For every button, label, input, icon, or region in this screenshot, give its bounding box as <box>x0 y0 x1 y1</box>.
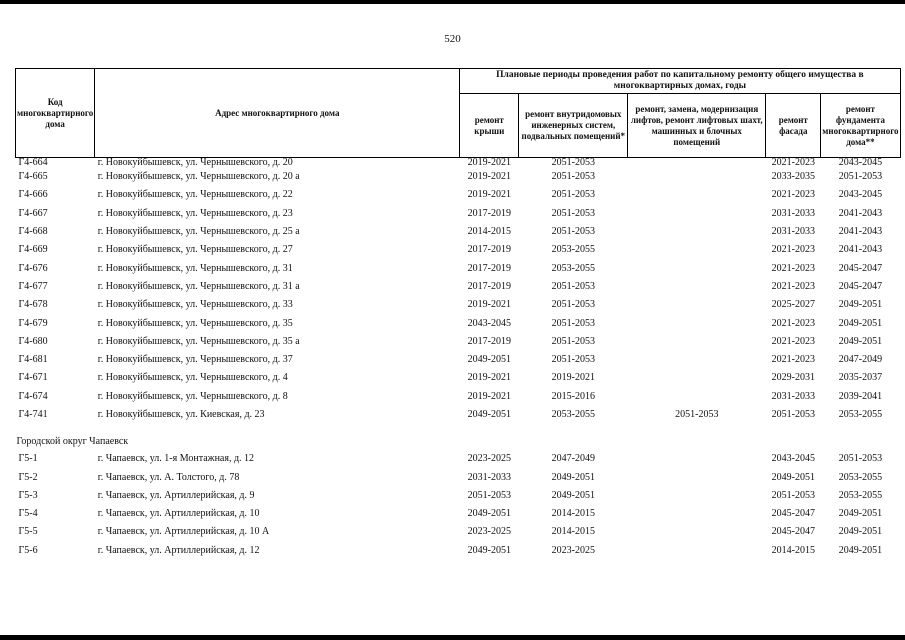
row-facade: 2045-2047 <box>771 526 815 538</box>
row-lifts <box>628 369 766 387</box>
rows-novokuibyshevsk <box>16 158 901 425</box>
row-systems: 2051-2053 <box>551 354 595 366</box>
row-address: г. Новокуйбышевск, ул. Чернышевского, д. 35 <box>97 317 293 329</box>
table-row <box>16 388 901 406</box>
row-lifts <box>628 351 766 369</box>
row-foundation: 2047-2049 <box>838 354 883 366</box>
capital-repair-table <box>15 68 901 560</box>
row-address: г. Новокуйбышевск, ул. Киевская, д. 23 <box>97 409 265 420</box>
row-code: Г4-674 <box>18 390 48 402</box>
row-facade: 2031-2033 <box>771 207 815 219</box>
row-code: Г4-677 <box>18 280 48 292</box>
row-roof: 2019-2021 <box>467 189 511 201</box>
row-roof: 2019-2021 <box>467 372 511 384</box>
row-systems: 2015-2016 <box>551 390 595 402</box>
row-lifts: 2051-2053 <box>675 409 719 420</box>
row-foundation: 2051-2053 <box>838 453 883 465</box>
table-row <box>16 241 901 259</box>
table-row <box>16 158 901 169</box>
row-address: г. Новокуйбышевск, ул. Чернышевского, д. 22 <box>97 189 293 201</box>
table-row <box>16 259 901 277</box>
row-roof: 2019-2021 <box>467 157 511 168</box>
row-code: Г5-6 <box>18 544 38 556</box>
row-facade: 2031-2033 <box>771 226 815 238</box>
row-facade: 2021-2023 <box>771 244 815 256</box>
row-roof: 2017-2019 <box>467 262 511 274</box>
table-row <box>16 542 901 560</box>
row-facade: 2021-2023 <box>771 335 815 347</box>
table-row <box>16 296 901 314</box>
row-facade: 2029-2031 <box>771 372 815 384</box>
header-periods: Плановые периоды проведения работ по капитальному ремонту общего имущества в многоквартирных домах, годы <box>460 69 900 94</box>
row-address: г. Новокуйбышевск, ул. Чернышевского, д. 20 а <box>97 171 300 183</box>
row-systems: 2051-2053 <box>551 207 595 219</box>
row-systems: 2051-2053 <box>551 335 595 347</box>
row-facade: 2045-2047 <box>771 508 815 520</box>
header-roof: ремонт крыши <box>460 94 519 158</box>
row-systems: 2051-2053 <box>551 226 595 238</box>
row-systems: 2014-2015 <box>551 526 595 538</box>
row-foundation: 2035-2037 <box>838 372 883 384</box>
row-systems: 2051-2053 <box>551 317 595 329</box>
row-code: Г4-665 <box>18 171 48 183</box>
row-systems: 2051-2053 <box>551 280 595 292</box>
row-systems: 2014-2015 <box>551 508 595 520</box>
row-roof: 2017-2019 <box>467 335 511 347</box>
row-lifts <box>628 314 766 332</box>
row-address: г. Чапаевск, ул. 1-я Монтажная, д. 12 <box>97 453 255 465</box>
row-facade: 2051-2053 <box>771 409 815 420</box>
row-address: г. Чапаевск, ул. Артиллерийская, д. 10 А <box>97 526 270 538</box>
row-foundation: 2041-2043 <box>838 226 883 238</box>
row-foundation: 2041-2043 <box>838 207 883 219</box>
row-lifts <box>628 542 766 560</box>
row-roof: 2017-2019 <box>467 244 511 256</box>
row-foundation: 2053-2055 <box>838 471 883 483</box>
row-lifts <box>628 523 766 541</box>
row-code: Г5-4 <box>18 508 38 520</box>
row-systems: 2049-2051 <box>551 471 595 483</box>
row-lifts <box>628 241 766 259</box>
table-row <box>16 314 901 332</box>
row-code: Г5-5 <box>18 526 38 538</box>
row-facade: 2021-2023 <box>771 354 815 366</box>
row-systems: 2053-2055 <box>551 409 595 420</box>
row-systems: 2053-2055 <box>551 262 595 274</box>
row-code: Г5-1 <box>18 453 38 465</box>
row-lifts <box>628 450 766 468</box>
row-address: г. Чапаевск, ул. Артиллерийская, д. 10 <box>97 508 260 520</box>
table-row <box>16 168 901 186</box>
row-roof: 2017-2019 <box>467 280 511 292</box>
row-foundation: 2049-2051 <box>838 526 883 538</box>
bottom-border <box>0 635 905 640</box>
row-roof: 2049-2051 <box>467 354 511 366</box>
row-roof: 2019-2021 <box>467 390 511 402</box>
row-lifts <box>628 158 766 169</box>
row-code: Г4-668 <box>18 226 48 238</box>
row-code: Г5-3 <box>18 489 38 501</box>
table-row <box>16 351 901 369</box>
row-address: г. Чапаевск, ул. Артиллерийская, д. 12 <box>97 544 260 556</box>
row-address: г. Чапаевск, ул. А. Толстого, д. 78 <box>97 471 240 483</box>
row-foundation: 2049-2051 <box>838 508 883 520</box>
row-systems: 2051-2053 <box>551 189 595 201</box>
row-code: Г4-664 <box>18 157 48 168</box>
row-roof: 2049-2051 <box>467 409 511 420</box>
header-lifts: ремонт, замена, модернизация лифтов, ремонт лифтовых шахт, машинных и блочных помещений <box>628 94 766 158</box>
table-row <box>16 406 901 424</box>
rows-chapaevsk <box>16 450 901 560</box>
table-row <box>16 333 901 351</box>
row-facade: 2043-2045 <box>771 453 815 465</box>
row-lifts <box>628 468 766 486</box>
row-code: Г4-669 <box>18 244 48 256</box>
table-row <box>16 450 901 468</box>
row-address: г. Новокуйбышевск, ул. Чернышевского, д. 37 <box>97 354 293 366</box>
table-row <box>16 223 901 241</box>
row-lifts <box>628 278 766 296</box>
row-lifts <box>628 223 766 241</box>
row-address: г. Новокуйбышевск, ул. Чернышевского, д. 27 <box>97 244 293 256</box>
row-foundation: 2039-2041 <box>838 390 883 402</box>
row-facade: 2049-2051 <box>771 471 815 483</box>
row-facade: 2014-2015 <box>771 544 815 556</box>
row-lifts <box>628 205 766 223</box>
row-address: г. Новокуйбышевск, ул. Чернышевского, д. 31 а <box>97 280 300 292</box>
row-code: Г4-671 <box>18 372 48 384</box>
row-roof: 2049-2051 <box>467 544 511 556</box>
row-lifts <box>628 168 766 186</box>
row-foundation: 2049-2051 <box>838 544 883 556</box>
row-facade: 2021-2023 <box>771 280 815 292</box>
row-foundation: 2049-2051 <box>838 317 883 329</box>
header-facade: ремонт фасада <box>766 94 821 158</box>
row-roof: 2014-2015 <box>467 226 511 238</box>
row-code: Г4-678 <box>18 299 48 311</box>
row-code: Г4-680 <box>18 335 48 347</box>
row-systems: 2049-2051 <box>551 489 595 501</box>
table-row <box>16 487 901 505</box>
table-row <box>16 369 901 387</box>
row-facade: 2021-2023 <box>771 262 815 274</box>
page-number: 520 <box>444 33 461 45</box>
row-foundation: 2041-2043 <box>838 244 883 256</box>
row-facade: 2025-2027 <box>771 299 815 311</box>
row-foundation: 2051-2053 <box>838 171 883 183</box>
row-address: г. Новокуйбышевск, ул. Чернышевского, д. 25 а <box>97 226 300 238</box>
row-code: Г5-2 <box>18 471 38 483</box>
row-roof: 2023-2025 <box>467 526 511 538</box>
row-facade: 2021-2023 <box>771 317 815 329</box>
row-facade: 2051-2053 <box>771 489 815 501</box>
row-systems: 2051-2053 <box>551 157 595 168</box>
table-row <box>16 278 901 296</box>
row-roof: 2051-2053 <box>467 489 511 501</box>
row-code: Г4-676 <box>18 262 48 274</box>
row-facade: 2031-2033 <box>771 390 815 402</box>
group-title: Городской округ Чапаевск <box>16 436 129 448</box>
row-address: г. Новокуйбышевск, ул. Чернышевского, д. 20 <box>97 157 293 168</box>
row-roof: 2019-2021 <box>467 299 511 311</box>
row-address: г. Новокуйбышевск, ул. Чернышевского, д. 35 а <box>97 335 300 347</box>
header-foundation: ремонт фундамента многоквартирного дома** <box>821 94 900 158</box>
table-row <box>16 523 901 541</box>
row-foundation: 2045-2047 <box>838 262 883 274</box>
row-foundation: 2049-2051 <box>838 335 883 347</box>
row-lifts <box>628 388 766 406</box>
row-systems: 2019-2021 <box>551 372 595 384</box>
row-systems: 2023-2025 <box>551 544 595 556</box>
table-row <box>16 468 901 486</box>
header-address: Адрес многоквартирного дома <box>95 69 460 158</box>
row-address: г. Чапаевск, ул. Артиллерийская, д. 9 <box>97 489 255 501</box>
row-roof: 2031-2033 <box>467 471 511 483</box>
row-foundation: 2045-2047 <box>838 280 883 292</box>
row-systems: 2051-2053 <box>551 171 595 183</box>
row-roof: 2017-2019 <box>467 207 511 219</box>
header-systems: ремонт внутридомовых инженерных систем, подвальных помещений* <box>519 94 628 158</box>
row-address: г. Новокуйбышевск, ул. Чернышевского, д. 23 <box>97 207 293 219</box>
table-row <box>16 505 901 523</box>
row-lifts <box>628 186 766 204</box>
row-foundation: 2043-2045 <box>838 189 883 201</box>
row-lifts <box>628 487 766 505</box>
row-code: Г4-681 <box>18 354 48 366</box>
row-roof: 2023-2025 <box>467 453 511 465</box>
row-address: г. Новокуйбышевск, ул. Чернышевского, д. 31 <box>97 262 293 274</box>
row-facade: 2021-2023 <box>771 157 815 168</box>
row-lifts <box>628 333 766 351</box>
row-systems: 2047-2049 <box>551 453 595 465</box>
row-code: Г4-667 <box>18 207 48 219</box>
row-code: Г4-666 <box>18 189 48 201</box>
row-foundation: 2053-2055 <box>838 489 883 501</box>
row-foundation: 2053-2055 <box>838 409 883 420</box>
row-lifts <box>628 505 766 523</box>
row-systems: 2053-2055 <box>551 244 595 256</box>
top-border <box>0 0 905 4</box>
header-code: Код многоквартирного дома <box>16 69 95 158</box>
row-address: г. Новокуйбышевск, ул. Чернышевского, д. 4 <box>97 372 288 384</box>
table-row <box>16 205 901 223</box>
row-code: Г4-741 <box>18 409 48 420</box>
row-code: Г4-679 <box>18 317 48 329</box>
row-facade: 2021-2023 <box>771 189 815 201</box>
row-roof: 2049-2051 <box>467 508 511 520</box>
row-lifts <box>628 259 766 277</box>
row-foundation: 2043-2045 <box>838 157 883 168</box>
row-systems: 2051-2053 <box>551 299 595 311</box>
row-address: г. Новокуйбышевск, ул. Чернышевского, д. 8 <box>97 390 288 402</box>
table-row <box>16 186 901 204</box>
row-address: г. Новокуйбышевск, ул. Чернышевского, д. 33 <box>97 299 293 311</box>
row-roof: 2043-2045 <box>467 317 511 329</box>
row-facade: 2033-2035 <box>771 171 815 183</box>
row-roof: 2019-2021 <box>467 171 511 183</box>
row-foundation: 2049-2051 <box>838 299 883 311</box>
row-lifts <box>628 296 766 314</box>
